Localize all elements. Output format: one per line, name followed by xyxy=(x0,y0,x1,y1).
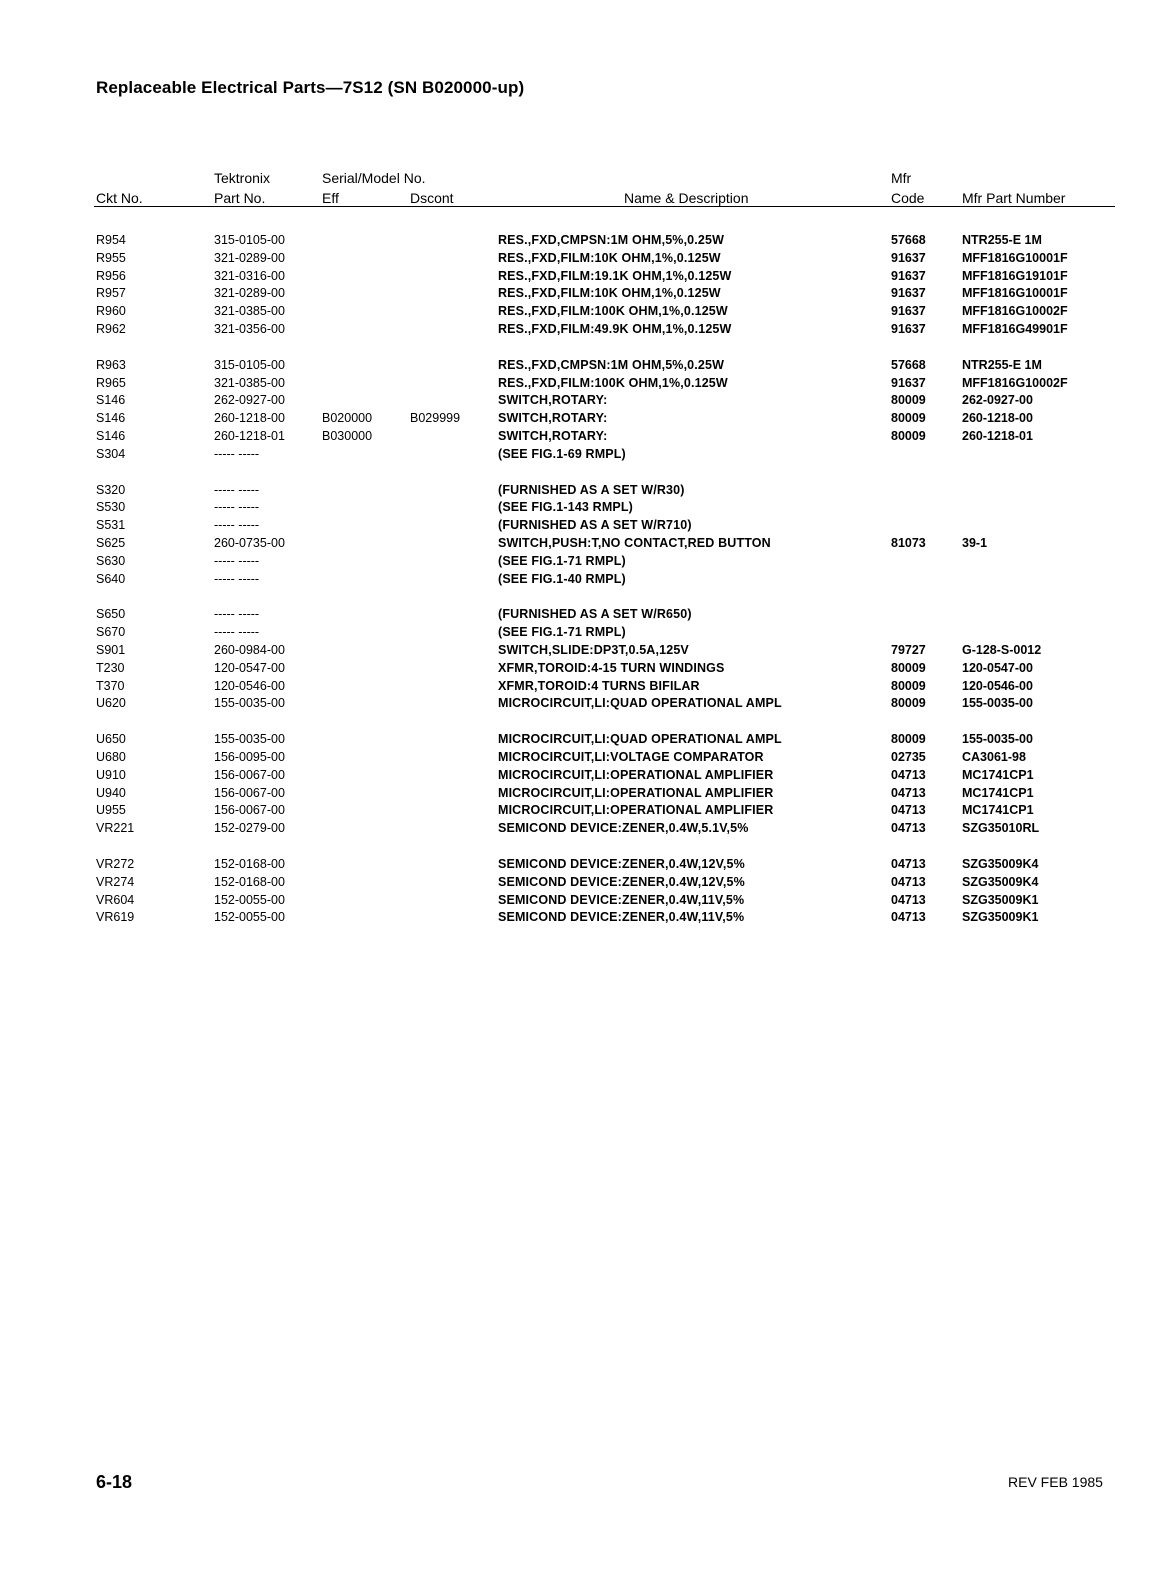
mfr-code-cell: 91637 xyxy=(891,250,926,265)
part-no-cell: 152-0168-00 xyxy=(214,856,285,871)
part-no-cell: 321-0356-00 xyxy=(214,321,285,336)
table-row xyxy=(0,285,1152,303)
description-cell: SWITCH,ROTARY: xyxy=(498,393,608,408)
mfr-code-cell: 04713 xyxy=(891,785,926,800)
table-row xyxy=(0,660,1152,678)
table-row xyxy=(0,731,1152,749)
ckt-no-cell: U940 xyxy=(96,785,126,800)
part-no-cell: 321-0316-00 xyxy=(214,268,285,283)
mfr-code-cell: 91637 xyxy=(891,268,926,283)
table-row xyxy=(0,232,1152,250)
part-no-cell: 156-0067-00 xyxy=(214,785,285,800)
mfr-part-number-cell: MFF1816G10002F xyxy=(962,375,1068,390)
part-no-cell: 156-0095-00 xyxy=(214,749,285,764)
row-group xyxy=(0,482,1152,589)
table-row xyxy=(0,785,1152,803)
mfr-code-cell: 80009 xyxy=(891,411,926,426)
mfr-code-cell: 04713 xyxy=(891,803,926,818)
table-row xyxy=(0,802,1152,820)
mfr-part-number-cell: G-128-S-0012 xyxy=(962,642,1042,657)
table-row xyxy=(0,517,1152,535)
table-row xyxy=(0,678,1152,696)
part-no-cell: ----- ----- xyxy=(214,500,260,515)
ckt-no-cell: T370 xyxy=(96,678,125,693)
description-cell: SWITCH,ROTARY: xyxy=(498,428,608,443)
ckt-no-cell: S640 xyxy=(96,571,126,586)
part-no-cell: 315-0105-00 xyxy=(214,357,285,372)
part-no-cell: 152-0168-00 xyxy=(214,874,285,889)
header-dscont: Dscont xyxy=(410,190,454,206)
row-group xyxy=(0,606,1152,713)
description-cell: MICROCIRCUIT,LI:OPERATIONAL AMPLIFIER xyxy=(498,785,774,800)
table-row xyxy=(0,553,1152,571)
description-cell: (SEE FIG.1-71 RMPL) xyxy=(498,625,626,640)
part-no-cell: ----- ----- xyxy=(214,482,260,497)
ckt-no-cell: T230 xyxy=(96,660,125,675)
dscont-cell: B029999 xyxy=(410,411,461,426)
ckt-no-cell: S625 xyxy=(96,535,126,550)
table-row xyxy=(0,856,1152,874)
table-row xyxy=(0,820,1152,838)
table-row xyxy=(0,392,1152,410)
table-row xyxy=(0,268,1152,286)
part-no-cell: 260-0735-00 xyxy=(214,535,285,550)
ckt-no-cell: R962 xyxy=(96,321,126,336)
description-cell: RES.,FXD,FILM:100K OHM,1%,0.125W xyxy=(498,375,728,390)
part-no-cell: 152-0279-00 xyxy=(214,821,285,836)
description-cell: XFMR,TOROID:4-15 TURN WINDINGS xyxy=(498,660,725,675)
ckt-no-cell: S670 xyxy=(96,625,126,640)
description-cell: MICROCIRCUIT,LI:QUAD OPERATIONAL AMPL xyxy=(498,732,782,747)
ckt-no-cell: VR221 xyxy=(96,821,135,836)
part-no-cell: 321-0289-00 xyxy=(214,286,285,301)
parts-table xyxy=(0,232,1152,945)
header-mfr-part-number: Mfr Part Number xyxy=(962,190,1066,206)
description-cell: SEMICOND DEVICE:ZENER,0.4W,11V,5% xyxy=(498,892,745,907)
part-no-cell: 156-0067-00 xyxy=(214,767,285,782)
mfr-part-number-cell: SZG35010RL xyxy=(962,821,1040,836)
description-cell: (SEE FIG.1-69 RMPL) xyxy=(498,446,626,461)
part-no-cell: 262-0927-00 xyxy=(214,393,285,408)
table-row xyxy=(0,767,1152,785)
header-tektronix: Tektronix xyxy=(214,170,271,186)
table-row xyxy=(0,410,1152,428)
header-eff: Eff xyxy=(322,190,339,206)
ckt-no-cell: S530 xyxy=(96,500,126,515)
part-no-cell: 156-0067-00 xyxy=(214,803,285,818)
ckt-no-cell: R963 xyxy=(96,357,126,372)
mfr-part-number-cell: MC1741CP1 xyxy=(962,767,1034,782)
table-row xyxy=(0,571,1152,589)
part-no-cell: 152-0055-00 xyxy=(214,910,285,925)
mfr-code-cell: 80009 xyxy=(891,732,926,747)
ckt-no-cell: R965 xyxy=(96,375,126,390)
part-no-cell: ----- ----- xyxy=(214,518,260,533)
ckt-no-cell: R957 xyxy=(96,286,126,301)
table-row xyxy=(0,375,1152,393)
part-no-cell: 321-0289-00 xyxy=(214,250,285,265)
mfr-code-cell: 80009 xyxy=(891,428,926,443)
header-serial-model: Serial/Model No. xyxy=(322,170,426,186)
mfr-part-number-cell: SZG35009K4 xyxy=(962,856,1039,871)
description-cell: (FURNISHED AS A SET W/R650) xyxy=(498,607,692,622)
mfr-part-number-cell: 39-1 xyxy=(962,535,988,550)
eff-cell: B020000 xyxy=(322,411,373,426)
ckt-no-cell: R956 xyxy=(96,268,126,283)
mfr-part-number-cell: SZG35009K1 xyxy=(962,892,1039,907)
ckt-no-cell: U650 xyxy=(96,732,126,747)
mfr-code-cell: 04713 xyxy=(891,821,926,836)
part-no-cell: 321-0385-00 xyxy=(214,375,285,390)
description-cell: SWITCH,ROTARY: xyxy=(498,411,608,426)
description-cell: RES.,FXD,FILM:10K OHM,1%,0.125W xyxy=(498,250,721,265)
mfr-code-cell: 79727 xyxy=(891,642,926,657)
description-cell: MICROCIRCUIT,LI:VOLTAGE COMPARATOR xyxy=(498,749,764,764)
mfr-part-number-cell: 260-1218-00 xyxy=(962,411,1033,426)
mfr-code-cell: 57668 xyxy=(891,233,926,247)
mfr-code-cell: 04713 xyxy=(891,874,926,889)
header-mfr: Mfr xyxy=(891,170,912,186)
mfr-code-cell: 80009 xyxy=(891,696,926,711)
description-cell: RES.,FXD,FILM:10K OHM,1%,0.125W xyxy=(498,286,721,301)
description-cell: RES.,FXD,CMPSN:1M OHM,5%,0.25W xyxy=(498,233,725,247)
part-no-cell: 152-0055-00 xyxy=(214,892,285,907)
table-row xyxy=(0,749,1152,767)
mfr-code-cell: 57668 xyxy=(891,357,926,372)
ckt-no-cell: R955 xyxy=(96,250,126,265)
description-cell: MICROCIRCUIT,LI:OPERATIONAL AMPLIFIER xyxy=(498,803,774,818)
mfr-part-number-cell: 155-0035-00 xyxy=(962,732,1033,747)
table-row xyxy=(0,482,1152,500)
ckt-no-cell: U955 xyxy=(96,803,126,818)
mfr-code-cell: 04713 xyxy=(891,856,926,871)
mfr-part-number-cell: 120-0546-00 xyxy=(962,678,1033,693)
mfr-part-number-cell: CA3061-98 xyxy=(962,749,1026,764)
header-name-description: Name & Description xyxy=(624,190,749,206)
table-row xyxy=(0,874,1152,892)
ckt-no-cell: S630 xyxy=(96,553,126,568)
description-cell: RES.,FXD,FILM:19.1K OHM,1%,0.125W xyxy=(498,268,732,283)
table-row xyxy=(0,499,1152,517)
part-no-cell: ----- ----- xyxy=(214,607,260,622)
description-cell: XFMR,TOROID:4 TURNS BIFILAR xyxy=(498,678,700,693)
ckt-no-cell: S146 xyxy=(96,393,126,408)
table-row xyxy=(0,428,1152,446)
row-group xyxy=(0,357,1152,464)
part-no-cell: 321-0385-00 xyxy=(214,304,285,319)
mfr-part-number-cell: NTR255-E 1M xyxy=(962,357,1042,372)
table-row xyxy=(0,303,1152,321)
description-cell: MICROCIRCUIT,LI:QUAD OPERATIONAL AMPL xyxy=(498,696,782,711)
mfr-part-number-cell: MC1741CP1 xyxy=(962,785,1034,800)
header-code: Code xyxy=(891,190,925,206)
mfr-part-number-cell: SZG35009K1 xyxy=(962,910,1039,925)
table-row xyxy=(0,321,1152,339)
table-row xyxy=(0,446,1152,464)
table-row xyxy=(0,606,1152,624)
part-no-cell: 155-0035-00 xyxy=(214,696,285,711)
row-group xyxy=(0,232,1152,339)
mfr-code-cell: 80009 xyxy=(891,678,926,693)
description-cell: MICROCIRCUIT,LI:OPERATIONAL AMPLIFIER xyxy=(498,767,774,782)
ckt-no-cell: U620 xyxy=(96,696,126,711)
description-cell: RES.,FXD,CMPSN:1M OHM,5%,0.25W xyxy=(498,357,725,372)
header-ckt-no: Ckt No. xyxy=(96,190,143,206)
description-cell: (FURNISHED AS A SET W/R710) xyxy=(498,518,692,533)
ckt-no-cell: S531 xyxy=(96,518,126,533)
description-cell: (SEE FIG.1-40 RMPL) xyxy=(498,571,626,586)
part-no-cell: 260-0984-00 xyxy=(214,642,285,657)
table-row xyxy=(0,250,1152,268)
mfr-code-cell: 91637 xyxy=(891,321,926,336)
mfr-code-cell: 02735 xyxy=(891,749,926,764)
mfr-part-number-cell: 155-0035-00 xyxy=(962,696,1033,711)
mfr-part-number-cell: MFF1816G19101F xyxy=(962,268,1068,283)
ckt-no-cell: VR274 xyxy=(96,874,135,889)
mfr-part-number-cell: 262-0927-00 xyxy=(962,393,1033,408)
ckt-no-cell: S650 xyxy=(96,607,126,622)
description-cell: RES.,FXD,FILM:49.9K OHM,1%,0.125W xyxy=(498,321,732,336)
mfr-part-number-cell: MFF1816G49901F xyxy=(962,321,1068,336)
ckt-no-cell: S901 xyxy=(96,642,126,657)
part-no-cell: ----- ----- xyxy=(214,553,260,568)
eff-cell: B030000 xyxy=(322,428,373,443)
part-no-cell: ----- ----- xyxy=(214,625,260,640)
table-row xyxy=(0,357,1152,375)
mfr-part-number-cell: 120-0547-00 xyxy=(962,660,1033,675)
mfr-part-number-cell: MC1741CP1 xyxy=(962,803,1034,818)
description-cell: (FURNISHED AS A SET W/R30) xyxy=(498,482,685,497)
description-cell: SEMICOND DEVICE:ZENER,0.4W,12V,5% xyxy=(498,874,745,889)
part-no-cell: 120-0546-00 xyxy=(214,678,285,693)
page-title: Replaceable Electrical Parts—7S12 (SN B020000-up) xyxy=(96,78,525,97)
mfr-code-cell: 04713 xyxy=(891,910,926,925)
mfr-code-cell: 04713 xyxy=(891,892,926,907)
ckt-no-cell: U680 xyxy=(96,749,126,764)
part-no-cell: 315-0105-00 xyxy=(214,233,285,247)
mfr-part-number-cell: 260-1218-01 xyxy=(962,428,1033,443)
ckt-no-cell: R960 xyxy=(96,304,126,319)
row-group xyxy=(0,731,1152,838)
ckt-no-cell: VR272 xyxy=(96,856,135,871)
part-no-cell: ----- ----- xyxy=(214,446,260,461)
ckt-no-cell: S320 xyxy=(96,482,126,497)
mfr-part-number-cell: MFF1816G10002F xyxy=(962,304,1068,319)
table-row xyxy=(0,535,1152,553)
part-no-cell: ----- ----- xyxy=(214,571,260,586)
header-rule xyxy=(94,206,1115,207)
part-no-cell: 260-1218-00 xyxy=(214,411,285,426)
table-row xyxy=(0,909,1152,927)
description-cell: SEMICOND DEVICE:ZENER,0.4W,11V,5% xyxy=(498,910,745,925)
part-no-cell: 260-1218-01 xyxy=(214,428,285,443)
table-row xyxy=(0,892,1152,910)
table-row xyxy=(0,695,1152,713)
mfr-part-number-cell: MFF1816G10001F xyxy=(962,286,1068,301)
description-cell: (SEE FIG.1-71 RMPL) xyxy=(498,553,626,568)
ckt-no-cell: R954 xyxy=(96,233,126,247)
ckt-no-cell: S146 xyxy=(96,428,126,443)
page-number: 6-18 xyxy=(96,1472,133,1492)
ckt-no-cell: S304 xyxy=(96,446,126,461)
mfr-code-cell: 81073 xyxy=(891,535,926,550)
part-no-cell: 155-0035-00 xyxy=(214,732,285,747)
table-row xyxy=(0,642,1152,660)
part-no-cell: 120-0547-00 xyxy=(214,660,285,675)
mfr-code-cell: 80009 xyxy=(891,393,926,408)
mfr-part-number-cell: MFF1816G10001F xyxy=(962,250,1068,265)
mfr-code-cell: 80009 xyxy=(891,660,926,675)
mfr-code-cell: 91637 xyxy=(891,286,926,301)
revision-date: REV FEB 1985 xyxy=(1008,1474,1103,1490)
ckt-no-cell: S146 xyxy=(96,411,126,426)
mfr-code-cell: 91637 xyxy=(891,304,926,319)
description-cell: (SEE FIG.1-143 RMPL) xyxy=(498,500,633,515)
description-cell: RES.,FXD,FILM:100K OHM,1%,0.125W xyxy=(498,304,728,319)
mfr-code-cell: 91637 xyxy=(891,375,926,390)
ckt-no-cell: VR619 xyxy=(96,910,135,925)
table-row xyxy=(0,624,1152,642)
row-group xyxy=(0,856,1152,927)
description-cell: SWITCH,PUSH:T,NO CONTACT,RED BUTTON xyxy=(498,535,771,550)
ckt-no-cell: VR604 xyxy=(96,892,135,907)
mfr-code-cell: 04713 xyxy=(891,767,926,782)
header-part-no: Part No. xyxy=(214,190,266,206)
description-cell: SEMICOND DEVICE:ZENER,0.4W,12V,5% xyxy=(498,856,745,871)
description-cell: SEMICOND DEVICE:ZENER,0.4W,5.1V,5% xyxy=(498,821,749,836)
mfr-part-number-cell: SZG35009K4 xyxy=(962,874,1039,889)
mfr-part-number-cell: NTR255-E 1M xyxy=(962,233,1042,247)
description-cell: SWITCH,SLIDE:DP3T,0.5A,125V xyxy=(498,642,689,657)
ckt-no-cell: U910 xyxy=(96,767,126,782)
